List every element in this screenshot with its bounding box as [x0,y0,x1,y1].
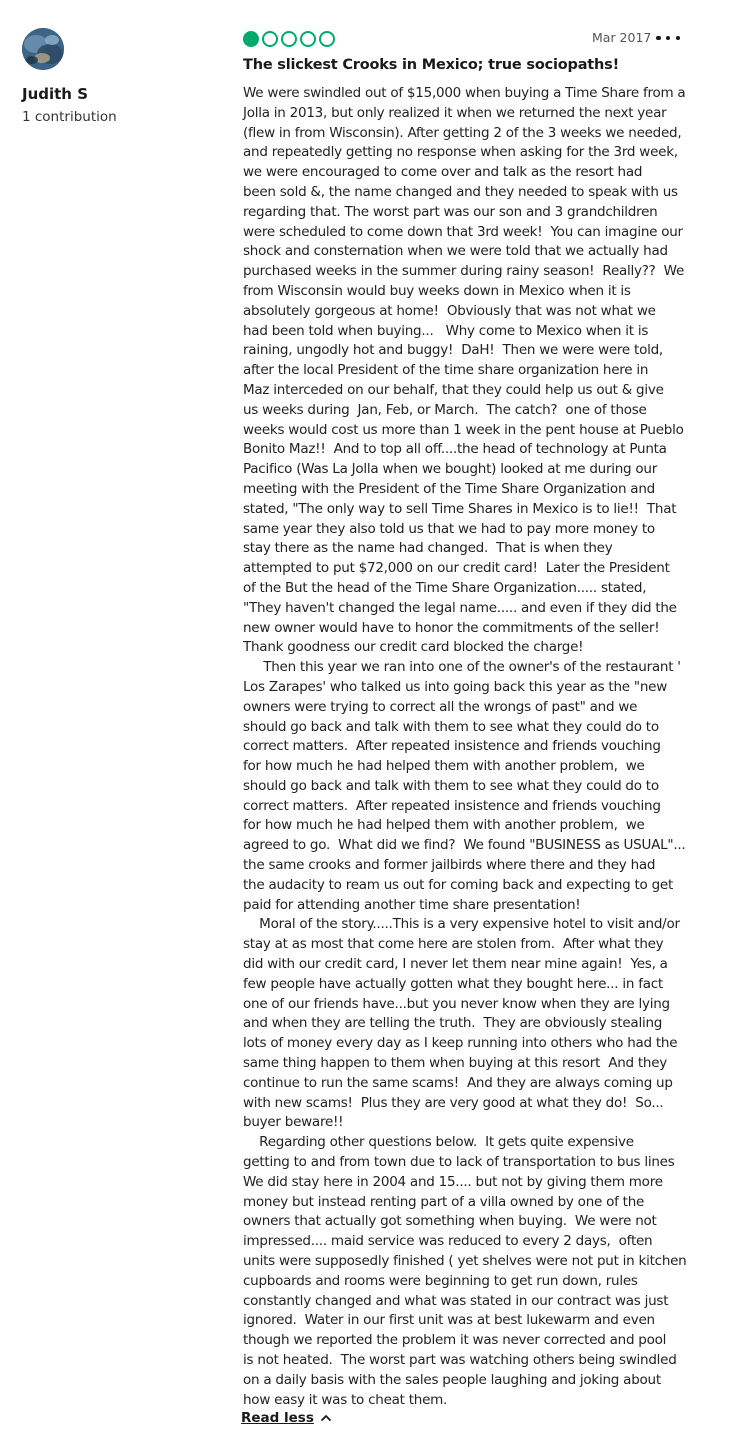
review-line: were scheduled to come down that 3rd week! You can imagine our [243,223,683,240]
review-line: Maz interceded on our behalf, that they could help us out & give [243,381,664,398]
review-line: Then this year we ran into one of the owner's of the restaurant ' [243,659,681,676]
review-line: buyer beware!! [243,1114,344,1131]
more-options-icon-dot [676,36,681,41]
review-line: constantly changed and what was stated in our contract was just [243,1292,669,1309]
review-line: though we reported the problem it was never corrected and pool [243,1332,667,1349]
review-line: should go back and talk with them to see what they could do to [243,777,659,794]
review-line: correct matters. After repeated insistence and friends vouching [243,738,661,755]
review-line: Thank goodness our credit card blocked the charge! [243,639,584,656]
review-line: Pacifico (Was La Jolla when we bought) looked at me during our [243,461,658,478]
review-line: how easy it was to cheat them. [243,1391,448,1408]
review-line: impressed.... maid service was reduced to every 2 days, often [243,1233,653,1250]
review-line: Regarding other questions below. It gets quite expensive [243,1134,634,1151]
review-line: "They haven't changed the legal name..... and even if they did the [243,599,677,616]
review-line: same year they also told us that we had to pay more money to [243,520,655,537]
review-line: few people have actually gotten what they bought here... in fact [243,975,663,992]
review-line: absolutely gorgeous at home! Obviously that was not what we [243,302,656,319]
review-line: us weeks during Jan, Feb, or March. The catch? one of those [243,401,647,418]
review-line: correct matters. After repeated insistence and friends vouching [243,797,661,814]
review-line: paid for attending another time share presentation! [243,896,581,913]
rating-bubble [281,31,297,47]
review-line: from Wisconsin would buy weeks down in Mexico when it is [243,282,631,299]
read-less-button[interactable] [241,1410,332,1426]
more-options-icon [656,36,661,41]
contribution-count: 1 contribution [22,109,117,125]
review-line: ignored. Water in our first unit was at best lukewarm and even [243,1312,655,1329]
review-line: stay at as most that come here are stolen from. After what they [243,936,664,953]
review-line: on a daily basis with the sales people laughing and joking about [243,1371,661,1388]
review-line: for how much he had helped them with another problem, we [243,758,645,775]
rating-bubbles [243,31,335,47]
review-line: of the But the head of the Time Share Organization..... stated, [243,579,647,596]
more-options-icon-dot [666,36,671,41]
review-line: new owner would have to honor the commitments of the seller! [243,619,660,636]
review-line: Jolla in 2013, but only realized it when we returned the next year [243,104,667,121]
review-line: Moral of the story.....This is a very expensive hotel to visit and/or [243,916,680,933]
review-line: same thing happen to them when buying at this resort And they [243,1055,668,1072]
review-line: weeks would cost us more than 1 week in the pent house at Pueblo [243,421,684,438]
review-line: did with our credit card, I never let them near mine again! Yes, a [243,956,668,973]
review-line: money but instead renting part of a villa owned by one of the [243,1193,645,1210]
user-avatar-photo-icon [22,28,64,70]
review-line: shock and consternation when we were told that we actually had [243,243,668,260]
reviewer-name[interactable]: Judith S [22,85,89,103]
review-line: stay there as the name had changed. That is when they [243,540,613,557]
review-line: cupboards and rooms were beginning to get run down, rules [243,1272,638,1289]
review-line: had been told when buying... Why come to Mexico when it is [243,322,649,339]
rating-bubble [262,31,278,47]
rating-bubble [243,31,259,47]
review-line: agreed to go. What did we find? We found "BUSINESS as USUAL"... [243,837,686,854]
review-line: Bonito Maz!! And to top all off....the head of technology at Punta [243,441,667,458]
avatar[interactable] [22,28,64,70]
review-line: regarding that. The worst part was our son and 3 grandchildren [243,203,658,220]
review-line: and repeatedly getting no response when asking for the 3rd week, [243,144,678,161]
review-line: raining, ungodly hot and buggy! DaH! Then we were were told, [243,342,663,359]
chevron-up-icon [320,1412,332,1424]
review-line: after the local President of the time share organization here in [243,362,649,379]
review-line: and when they are telling the truth. They are obviously stealing [243,1015,663,1032]
review-title: The slickest Crooks in Mexico; true sociopaths! [243,57,619,73]
review-line: (flew in from Wisconsin). After getting 2 of the 3 weeks we needed, [243,124,682,141]
review-line: purchased weeks in the summer during rainy season! Really?? We [243,263,685,280]
read-less-label: Read less [241,1410,314,1426]
review-line: units were supposedly finished ( yet shelves were not put in kitchen [243,1253,687,1270]
review-line: we were encouraged to come over and talk as the resort had [243,164,643,181]
review-line: stated, "The only way to sell Time Shares in Mexico is to lie!! That [243,500,677,517]
review-line: should go back and talk with them to see what they could do to [243,718,659,735]
review-line: Los Zarapes' who talked us into going back this year as the "new [243,678,667,695]
review-line: meeting with the President of the Time Share Organization and [243,480,655,497]
review-line: We did stay here in 2004 and 15.... but not by giving them more [243,1173,663,1190]
review-line: with new scams! Plus they are very good at what they do! So... [243,1094,664,1111]
review-line: the same crooks and former jailbirds where there and they had [243,857,656,874]
review-line: lots of money every day as I keep running into others who had the [243,1035,678,1052]
review-line: getting to and from town due to lack of transportation to bus lines [243,1154,675,1171]
review-line: We were swindled out of $15,000 when buying a Time Share from a [243,85,686,101]
review-line: is not heated. The worst part was watching others being swindled [243,1352,677,1368]
review-body [243,84,687,1410]
review-line: continue to run the same scams! And they are always coming up [243,1074,673,1091]
review-line: owners that actually got something when buying. We were not [243,1213,657,1230]
review-line: been sold &, the name changed and they needed to speak with us [243,183,678,200]
review-line: for how much he had helped them with another problem, we [243,817,645,834]
more-options-button[interactable] [656,30,680,46]
review-line: attempted to put $72,000 on our credit card! Later the President [243,560,670,577]
review-date: Mar 2017 [592,30,652,45]
rating-bubble [319,31,335,47]
review-line: owners were trying to correct all the wrongs of past" and we [243,698,638,715]
review-line: the audacity to ream us out for coming back and expecting to get [243,876,674,893]
review-line: one of our friends have...but you never know when they are lying [243,995,670,1012]
rating-bubble [300,31,316,47]
